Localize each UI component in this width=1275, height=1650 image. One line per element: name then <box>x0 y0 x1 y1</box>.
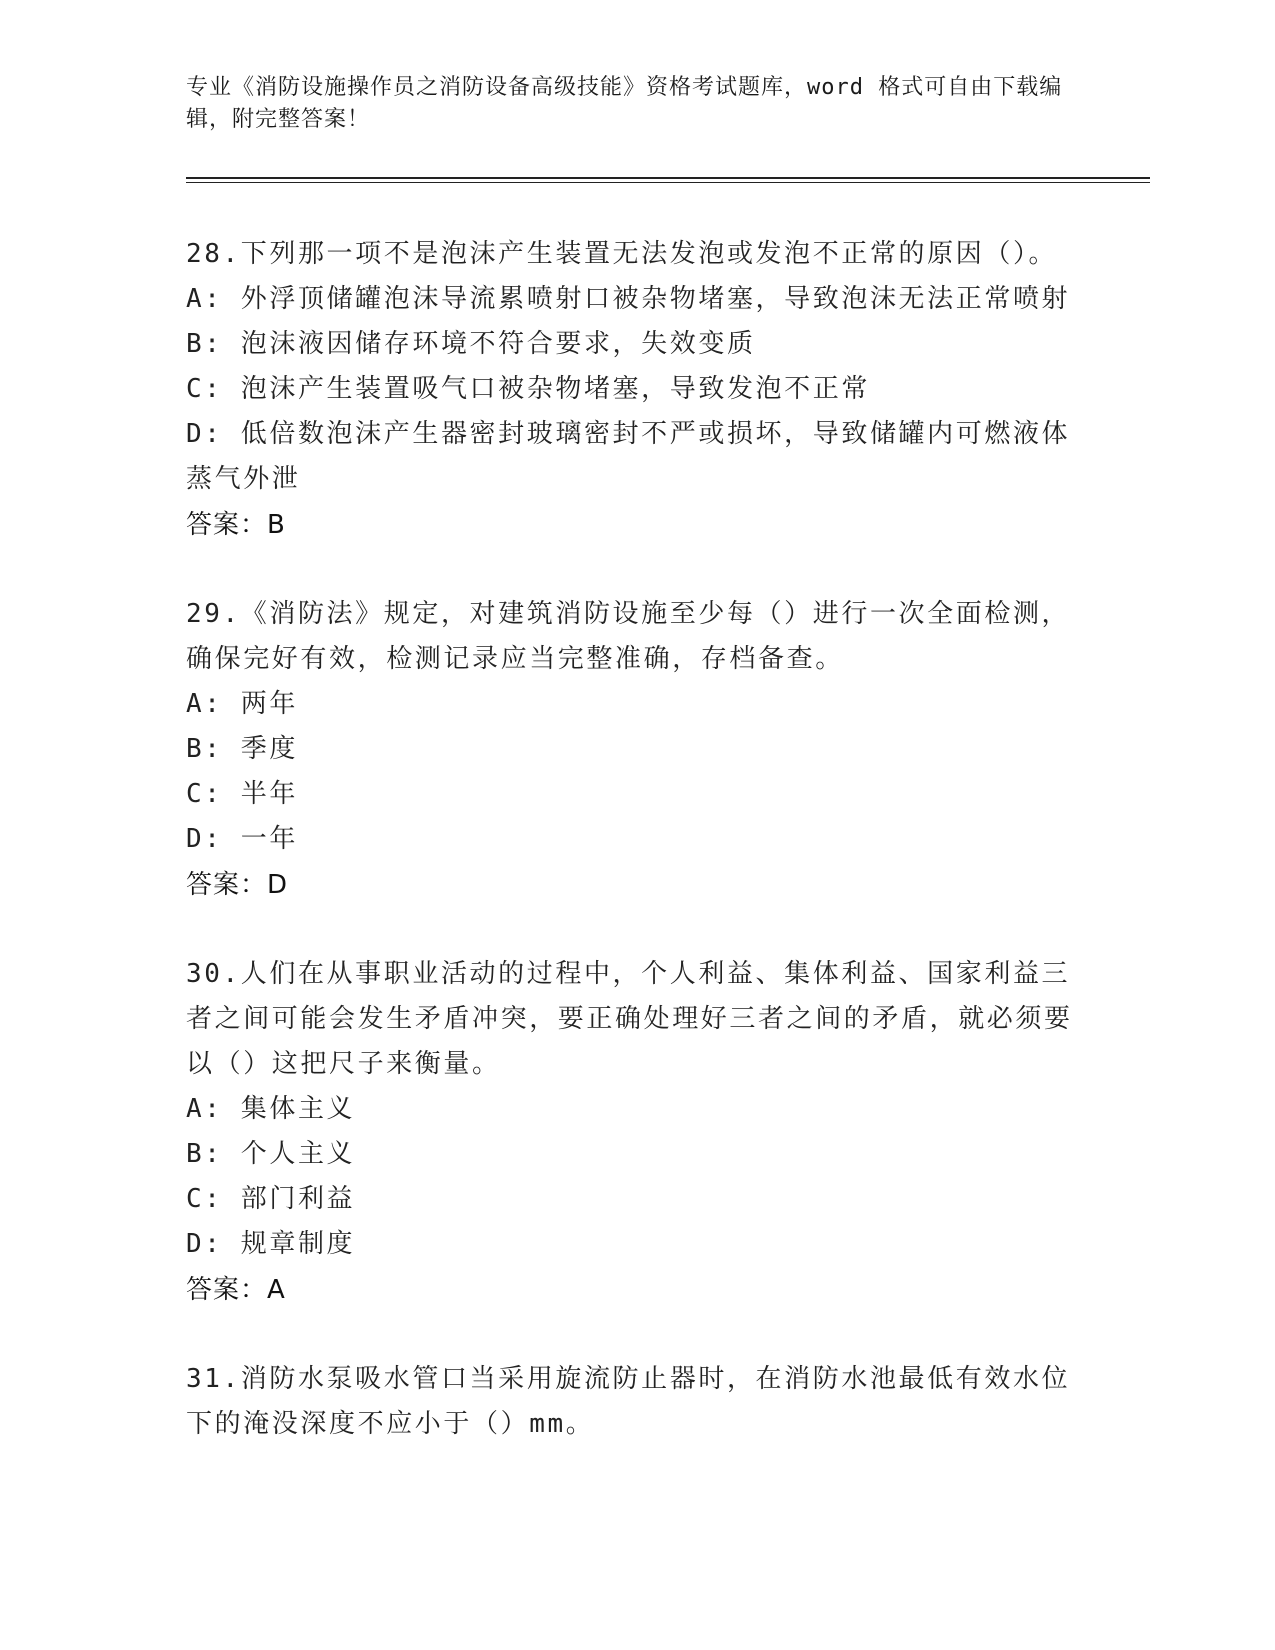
question-text: 30.人们在从事职业活动的过程中，个人利益、集体利益、国家利益三者之间可能会发生矛盾冲突，要正确处理好三者之间的矛盾，就必须要以（）这把尺子来衡量。 <box>186 959 1073 1079</box>
question-text: 29.《消防法》规定，对建筑消防设施至少每（）进行一次全面检测，确保完好有效，检测记录应当完整准确，存档备查。 <box>186 599 1071 674</box>
option-a: A: 集体主义 <box>186 1094 356 1124</box>
question-text: 28.下列那一项不是泡沫产生装置无法发泡或发泡不正常的原因（）。 <box>186 239 1058 269</box>
answer: 答案：D <box>186 870 289 900</box>
question-list <box>186 232 1086 1491</box>
option-c: C: 部门利益 <box>186 1184 356 1214</box>
option-a: A: 两年 <box>186 689 298 719</box>
option-a: A: 外浮顶储罐泡沫导流累喷射口被杂物堵塞，导致泡沫无法正常喷射 <box>186 284 1071 314</box>
question-28 <box>186 232 1086 548</box>
header-rule-thin <box>186 182 1150 183</box>
answer: 答案：B <box>186 510 286 540</box>
option-c: C: 半年 <box>186 779 298 809</box>
option-d: D: 低倍数泡沫产生器密封玻璃密封不严或损坏，导致储罐内可燃液体蒸气外泄 <box>186 419 1071 494</box>
option-d: D: 一年 <box>186 824 298 854</box>
question-31 <box>186 1357 1086 1447</box>
question-29 <box>186 592 1086 908</box>
answer: 答案：A <box>186 1275 286 1305</box>
option-d: D: 规章制度 <box>186 1229 356 1259</box>
option-b: B: 季度 <box>186 734 298 764</box>
option-c: C: 泡沫产生装置吸气口被杂物堵塞，导致发泡不正常 <box>186 374 870 404</box>
document-header: 专业《消防设施操作员之消防设备高级技能》资格考试题库，word 格式可自由下载编辑，附完整答案！ <box>186 75 1063 132</box>
option-b: B: 个人主义 <box>186 1139 356 1169</box>
option-b: B: 泡沫液因储存环境不符合要求，失效变质 <box>186 329 756 359</box>
question-text: 31.消防水泵吸水管口当采用旋流防止器时，在消防水池最低有效水位下的淹没深度不应小于（）mm。 <box>186 1364 1071 1439</box>
header-rule-thick <box>186 177 1150 179</box>
question-30 <box>186 952 1086 1313</box>
